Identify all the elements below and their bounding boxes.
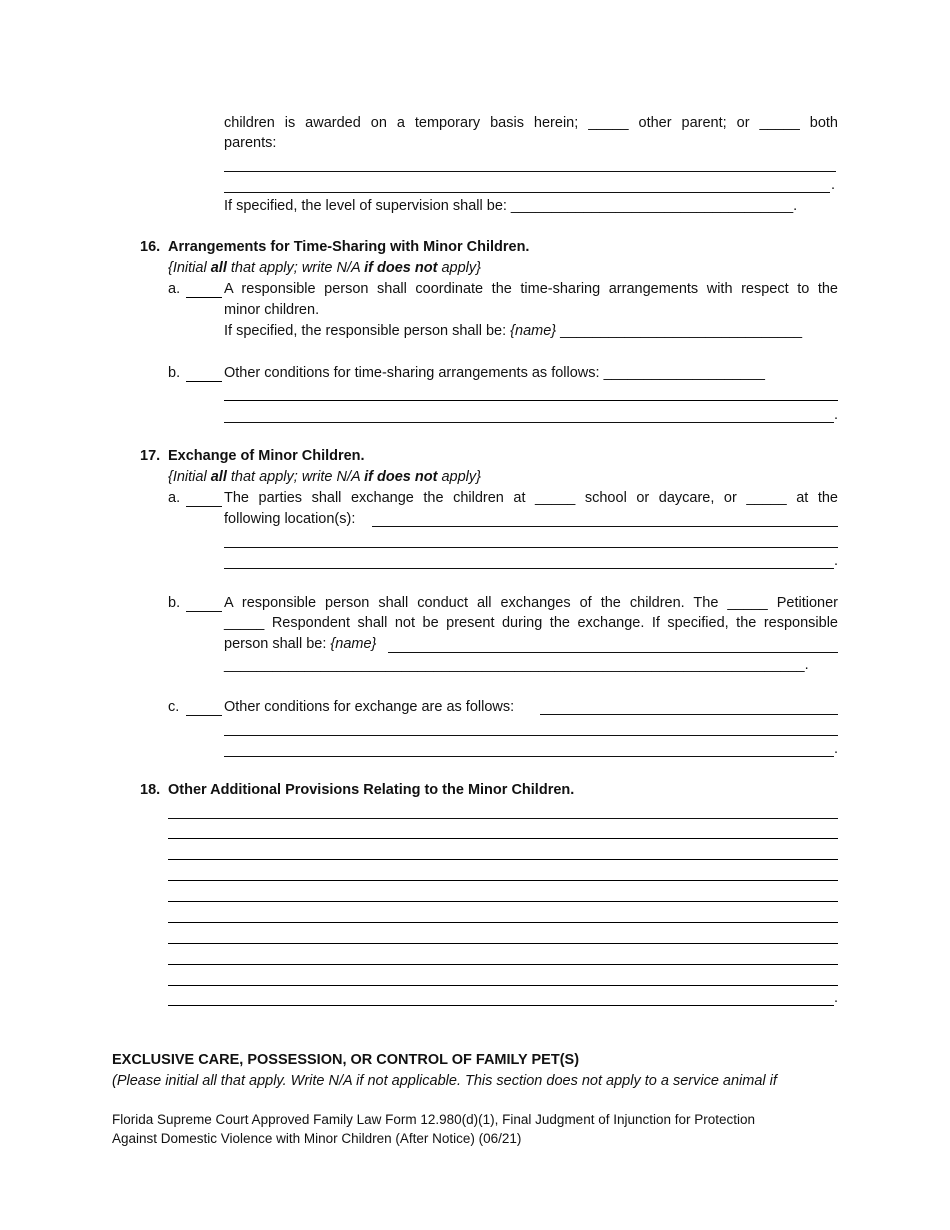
footer-line-1: Florida Supreme Court Approved Family Law Form 12.980(d)(1), Final Judgment of Injunction for Protection [112, 1112, 756, 1127]
section-17b-text-2: _____ Respondent shall not be present during the exchange. If specified, the responsible [224, 615, 838, 631]
section-18-line-7[interactable] [168, 943, 838, 944]
section-16b-letter: b. [168, 365, 181, 381]
section-17c-blank-line-1[interactable] [224, 735, 838, 736]
section-18-line-4[interactable] [168, 880, 838, 881]
section-18-line-2[interactable] [168, 838, 838, 839]
cont-blank-line-2[interactable] [224, 192, 830, 193]
section-17-instructions: {Initial all that apply; write N/A if does not apply} [168, 469, 481, 485]
section-17b-name-blank[interactable] [388, 652, 838, 653]
section-18-line-3[interactable] [168, 859, 838, 860]
section-16-title: Arrangements for Time-Sharing with Minor Children. [168, 239, 530, 255]
pets-instructions: (Please initial all that apply. Write N/A if not applicable. This section does not apply to a service animal if [112, 1073, 777, 1089]
section-18-line-5[interactable] [168, 901, 838, 902]
section-18-title: Other Additional Provisions Relating to the Minor Children. [168, 782, 575, 798]
section-17c-initial-blank[interactable] [186, 715, 222, 716]
section-16b-blank-line-2[interactable] [224, 422, 834, 423]
section-16a-text-1: A responsible person shall coordinate the time-sharing arrangements with respect to the [224, 281, 838, 297]
section-17c-period: . [834, 741, 839, 757]
section-16-number: 16. [140, 239, 161, 255]
cont-line-2: parents: [224, 135, 277, 151]
section-16a-initial-blank[interactable] [186, 297, 222, 298]
section-16b-text: Other conditions for time-sharing arrangements as follows: ____________________ [224, 365, 765, 381]
section-18-line-8[interactable] [168, 964, 838, 965]
section-16-instructions: {Initial all that apply; write N/A if does not apply} [168, 260, 481, 276]
section-17b-blank-line[interactable]: ________________________________________________________________________. [224, 657, 809, 673]
section-17a-text-2: following location(s): [224, 511, 356, 527]
section-17a-blank-line-2[interactable] [224, 568, 834, 569]
section-17a-initial-blank[interactable] [186, 506, 222, 507]
section-17a-blank-line-1[interactable] [224, 547, 838, 548]
section-17c-blank-inline[interactable] [540, 714, 838, 715]
section-18-line-10[interactable] [168, 1005, 834, 1006]
section-17b-initial-blank[interactable] [186, 611, 222, 612]
section-17b-letter: b. [168, 595, 181, 611]
section-17a-text-1: The parties shall exchange the children at _____ school or daycare, or _____ at the [224, 490, 838, 506]
cont-blank-line-1[interactable] [224, 171, 836, 172]
section-16a-text-2: minor children. [224, 302, 320, 318]
section-18-line-9[interactable] [168, 985, 838, 986]
section-18-number: 18. [140, 782, 161, 798]
section-16a-person-line: If specified, the responsible person shall be: {name} ______________________________ [224, 323, 803, 339]
supervision-level-line: If specified, the level of supervision shall be: ___________________________________. [224, 198, 798, 214]
section-16b-period: . [834, 407, 839, 423]
section-17c-text: Other conditions for exchange are as follows: [224, 699, 515, 715]
section-18-line-1[interactable] [168, 818, 838, 819]
section-17a-period: . [834, 553, 839, 569]
section-17a-letter: a. [168, 490, 181, 506]
footer-line-2: Against Domestic Violence with Minor Children (After Notice) (06/21) [112, 1131, 522, 1146]
section-16a-letter: a. [168, 281, 181, 297]
cont-line-period: . [831, 177, 836, 193]
section-17b-text-1: A responsible person shall conduct all exchanges of the children. The _____ Petitioner [224, 595, 838, 611]
section-16b-blank-line-1[interactable] [224, 400, 838, 401]
section-16b-initial-blank[interactable] [186, 381, 222, 382]
cont-line-1: children is awarded on a temporary basis herein; _____ other parent; or _____ both [224, 115, 838, 131]
section-17b-text-3: person shall be: {name} [224, 636, 377, 652]
section-17c-blank-line-2[interactable] [224, 756, 834, 757]
section-17a-location-blank[interactable] [372, 526, 838, 527]
section-17-number: 17. [140, 448, 161, 464]
section-17-title: Exchange of Minor Children. [168, 448, 365, 464]
pets-heading: EXCLUSIVE CARE, POSSESSION, OR CONTROL OF FAMILY PET(S) [112, 1052, 580, 1068]
section-18-line-6[interactable] [168, 922, 838, 923]
section-17c-letter: c. [168, 699, 180, 715]
section-18-period: . [834, 990, 839, 1006]
